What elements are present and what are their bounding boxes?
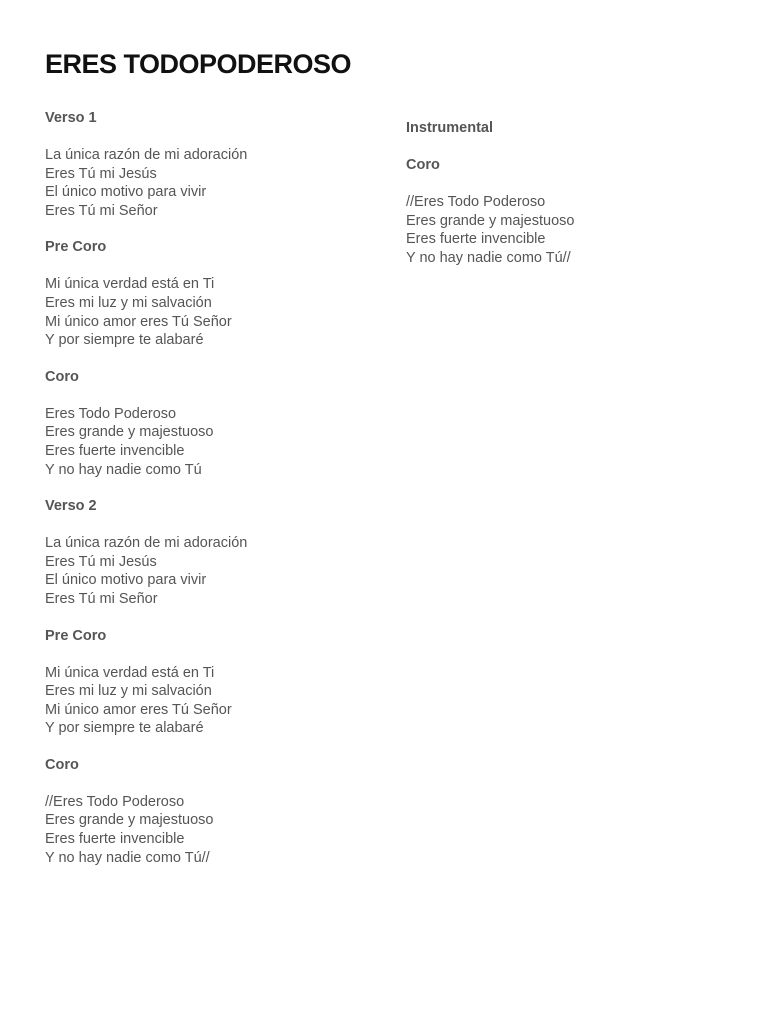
section-heading: Coro (45, 756, 79, 773)
section-heading: Instrumental (406, 120, 494, 136)
lyric-line: Eres grande y majestuoso (45, 812, 214, 829)
lyrics-lines (45, 275, 375, 349)
lyrics-section (406, 119, 736, 138)
lyric-line: Eres Todo Poderoso (45, 405, 177, 422)
lyric-line: La única razón de mi adoración (45, 535, 248, 552)
lyric-line: Eres grande y majestuoso (45, 424, 214, 441)
lyrics-section (45, 756, 375, 867)
lyric-line: Eres fuerte invencible (45, 831, 185, 848)
lyrics-section (45, 627, 375, 738)
section-heading: Verso 2 (45, 498, 97, 515)
lyrics-lines (45, 793, 375, 867)
lyric-line: Y no hay nadie como Tú (45, 461, 202, 478)
lyrics-lines (45, 534, 375, 608)
lyric-line: Mi único amor eres Tú Señor (45, 313, 232, 330)
lyric-line: Y por siempre te alabaré (45, 332, 204, 349)
lyric-line: Eres fuerte invencible (45, 442, 185, 459)
lyrics-section (45, 109, 375, 220)
lyrics-lines (45, 405, 375, 479)
lyrics-section (45, 238, 375, 349)
section-heading: Coro (45, 368, 79, 385)
lyric-line: Eres grande y majestuoso (406, 212, 575, 229)
lyrics-section (406, 156, 736, 267)
lyrics-section (45, 368, 375, 479)
page-title: ERES TODOPODEROSO (45, 49, 352, 79)
lyrics-lines (45, 664, 375, 738)
lyrics-lines (406, 193, 736, 267)
lyric-line: Eres Tú mi Señor (45, 590, 158, 607)
lyric-line: Eres Tú mi Jesús (45, 165, 157, 182)
section-heading: Pre Coro (45, 239, 107, 256)
section-heading: Coro (406, 157, 440, 173)
lyrics-column-left (45, 109, 375, 885)
lyric-line: //Eres Todo Poderoso (406, 194, 546, 210)
lyric-line: Y por siempre te alabaré (45, 720, 204, 737)
lyric-line: //Eres Todo Poderoso (45, 793, 185, 810)
lyric-line: El único motivo para vivir (45, 184, 207, 201)
section-heading: Pre Coro (45, 627, 107, 644)
lyric-line: Mi única verdad está en Ti (45, 664, 215, 681)
lyric-line: El único motivo para vivir (45, 572, 207, 589)
lyric-line: Y no hay nadie como Tú// (45, 849, 210, 866)
lyric-line: Mi única verdad está en Ti (45, 276, 215, 293)
lyric-line: Y no hay nadie como Tú// (406, 249, 571, 266)
lyric-line: Eres mi luz y mi salvación (45, 294, 212, 311)
lyrics-section (45, 497, 375, 608)
section-heading: Verso 1 (45, 110, 97, 126)
lyric-line: Eres fuerte invencible (406, 231, 546, 248)
lyrics-lines (45, 146, 375, 220)
lyric-line: Eres Tú mi Señor (45, 202, 158, 219)
lyric-line: La única razón de mi adoración (45, 147, 248, 163)
lyric-line: Eres mi luz y mi salvación (45, 683, 212, 700)
lyrics-column-right (406, 119, 736, 285)
lyric-line: Eres Tú mi Jesús (45, 553, 157, 570)
lyric-line: Mi único amor eres Tú Señor (45, 701, 232, 718)
